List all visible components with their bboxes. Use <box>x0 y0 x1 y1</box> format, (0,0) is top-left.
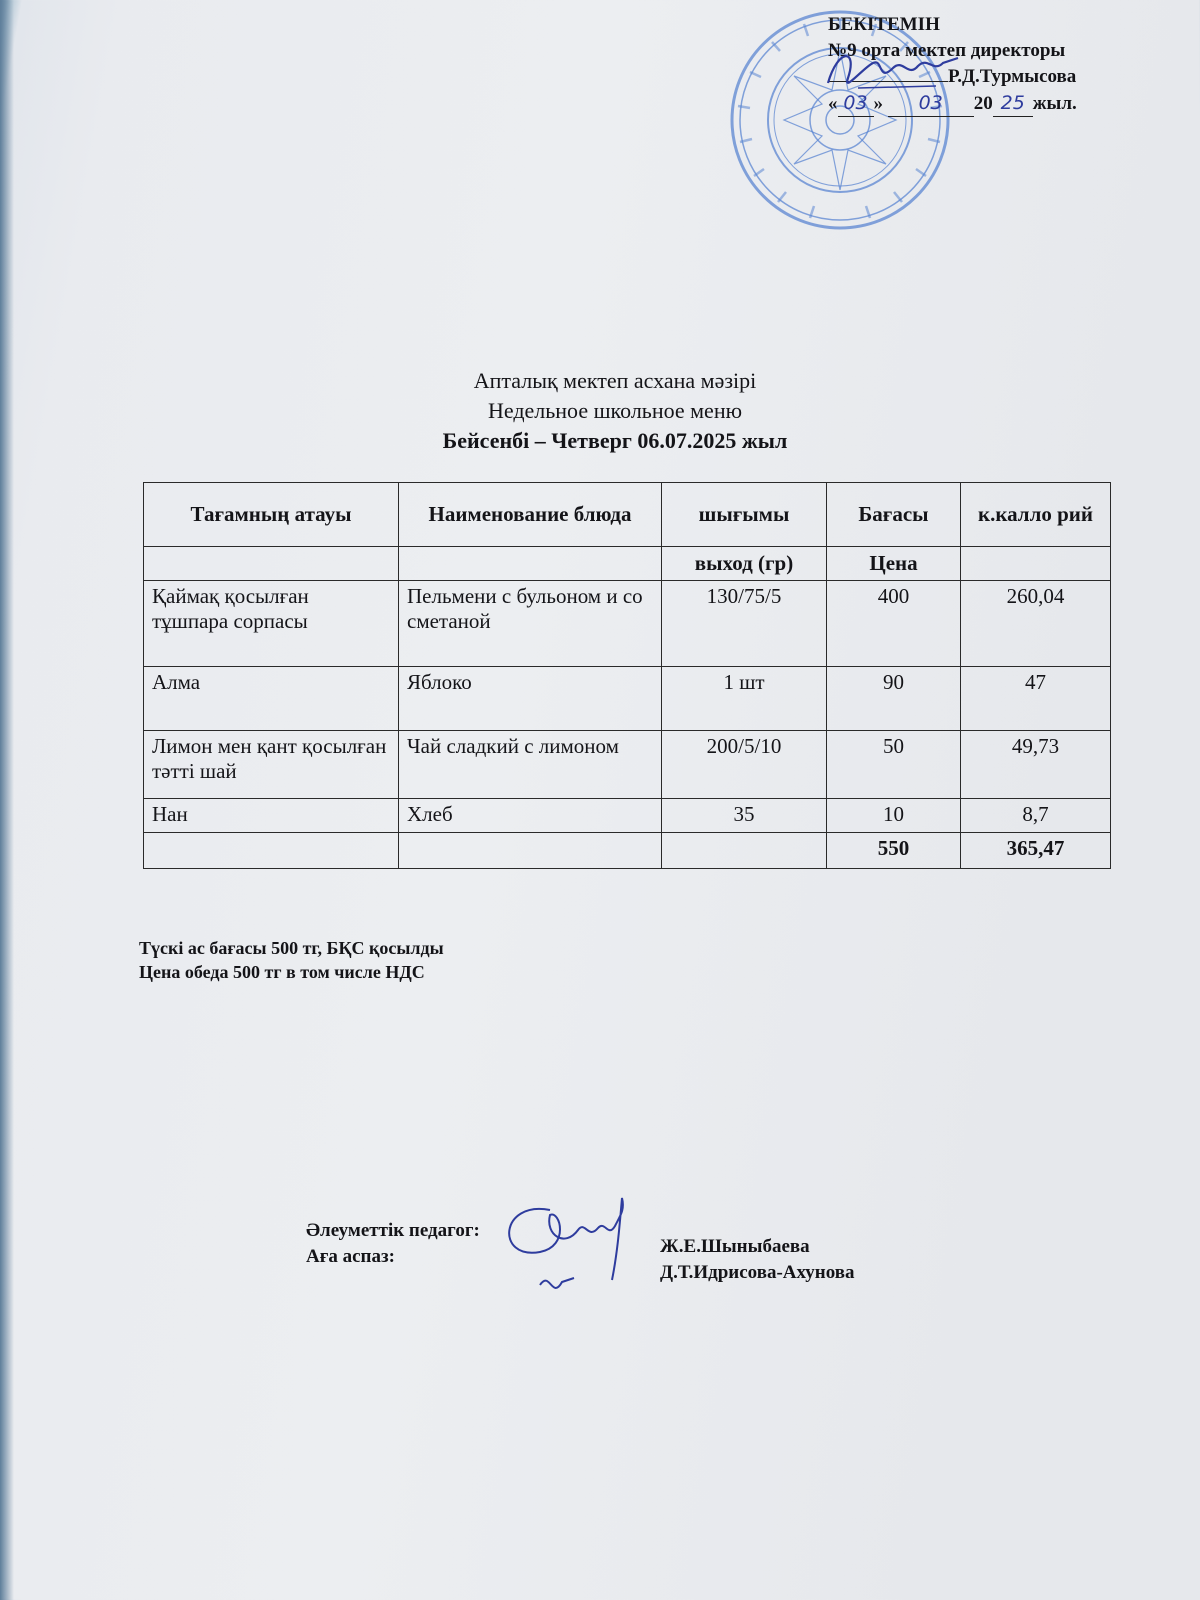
dish-yield: 1 шт <box>662 667 827 731</box>
dish-name-ru: Яблоко <box>399 667 662 731</box>
director-signature-icon <box>818 38 968 108</box>
dish-yield: 130/75/5 <box>662 581 827 667</box>
name-head-cook: Д.Т.Идрисова-Ахунова <box>660 1262 855 1283</box>
header-price-ru: Цена <box>827 547 961 581</box>
total-price: 550 <box>827 833 961 869</box>
menu-titles <box>0 366 1200 456</box>
total-empty <box>399 833 662 869</box>
dish-yield: 200/5/10 <box>662 731 827 799</box>
dish-price: 10 <box>827 799 961 833</box>
date-suffix: жыл. <box>1032 93 1077 114</box>
title-ru: Недельное школьное меню <box>487 398 743 423</box>
dish-name-ru: Хлеб <box>399 799 662 833</box>
dish-kcal: 260,04 <box>961 581 1111 667</box>
dish-price: 50 <box>827 731 961 799</box>
dish-name-kz: Алма <box>144 667 399 731</box>
header-calories: к.калло рий <box>961 483 1111 547</box>
approval-position: №9 орта мектеп директоры <box>828 40 1066 61</box>
subheader-empty <box>144 547 399 581</box>
dish-yield: 35 <box>662 799 827 833</box>
approval-heading: БЕКІТЕМІН <box>828 14 940 35</box>
table-total-row <box>144 833 1111 869</box>
header-name-ru: Наименование блюда <box>399 483 662 547</box>
dish-name-kz: Лимон мен қант қосылған тәтті шай <box>144 731 399 799</box>
role-head-cook: Аға аспаз: <box>306 1246 395 1267</box>
table-row <box>144 799 1111 833</box>
dish-kcal: 49,73 <box>961 731 1111 799</box>
dish-name-ru: Пельмени с бульоном и со сметаной <box>399 581 662 667</box>
total-empty <box>662 833 827 869</box>
dish-name-kz: Нан <box>144 799 399 833</box>
header-price-kz: Бағасы <box>827 483 961 547</box>
dish-price: 400 <box>827 581 961 667</box>
table-row <box>144 667 1111 731</box>
menu-table <box>143 482 1111 869</box>
date-year-prefix: 20 <box>973 93 993 114</box>
price-note <box>139 936 444 984</box>
price-note-kz: Түскі ас бағасы 500 тг, БҚС қосылды <box>139 938 444 958</box>
name-social-pedagogue: Ж.Е.Шыныбаева <box>660 1236 810 1257</box>
dish-kcal: 47 <box>961 667 1111 731</box>
dish-kcal: 8,7 <box>961 799 1111 833</box>
title-day: Бейсенбі – Четверг 06.07.2025 жыл <box>442 428 788 453</box>
date-day: 03 <box>838 90 874 117</box>
date-year: 25 <box>993 90 1033 117</box>
total-empty <box>144 833 399 869</box>
subheader-empty <box>399 547 662 581</box>
dish-name-ru: Чай сладкий с лимоном <box>399 731 662 799</box>
date-month: 03 <box>888 90 974 117</box>
dish-name-kz: Қаймақ қосылған тұшпара сорпасы <box>144 581 399 667</box>
paper-edge-shadow <box>0 0 14 1600</box>
dish-price: 90 <box>827 667 961 731</box>
table-row <box>144 581 1111 667</box>
header-yield-kz: шығымы <box>662 483 827 547</box>
price-note-ru: Цена обеда 500 тг в том числе НДС <box>139 962 425 982</box>
subheader-empty <box>961 547 1111 581</box>
header-name-kz: Тағамның атауы <box>144 483 399 547</box>
handwritten-signature-icon <box>490 1190 650 1310</box>
table-subheader-row <box>144 547 1111 581</box>
header-yield-ru: выход (гр) <box>662 547 827 581</box>
director-name: Р.Д.Турмысова <box>948 66 1077 87</box>
signatures-block <box>306 1220 1006 1300</box>
title-kz: Апталық мектеп асхана мәзірі <box>473 368 757 393</box>
date-close-quote: » <box>873 93 883 114</box>
date-open-quote: « <box>828 93 838 114</box>
role-social-pedagogue: Әлеуметтік педагог: <box>306 1220 480 1241</box>
table-row <box>144 731 1111 799</box>
table-header-row <box>144 483 1111 547</box>
total-kcal: 365,47 <box>961 833 1111 869</box>
